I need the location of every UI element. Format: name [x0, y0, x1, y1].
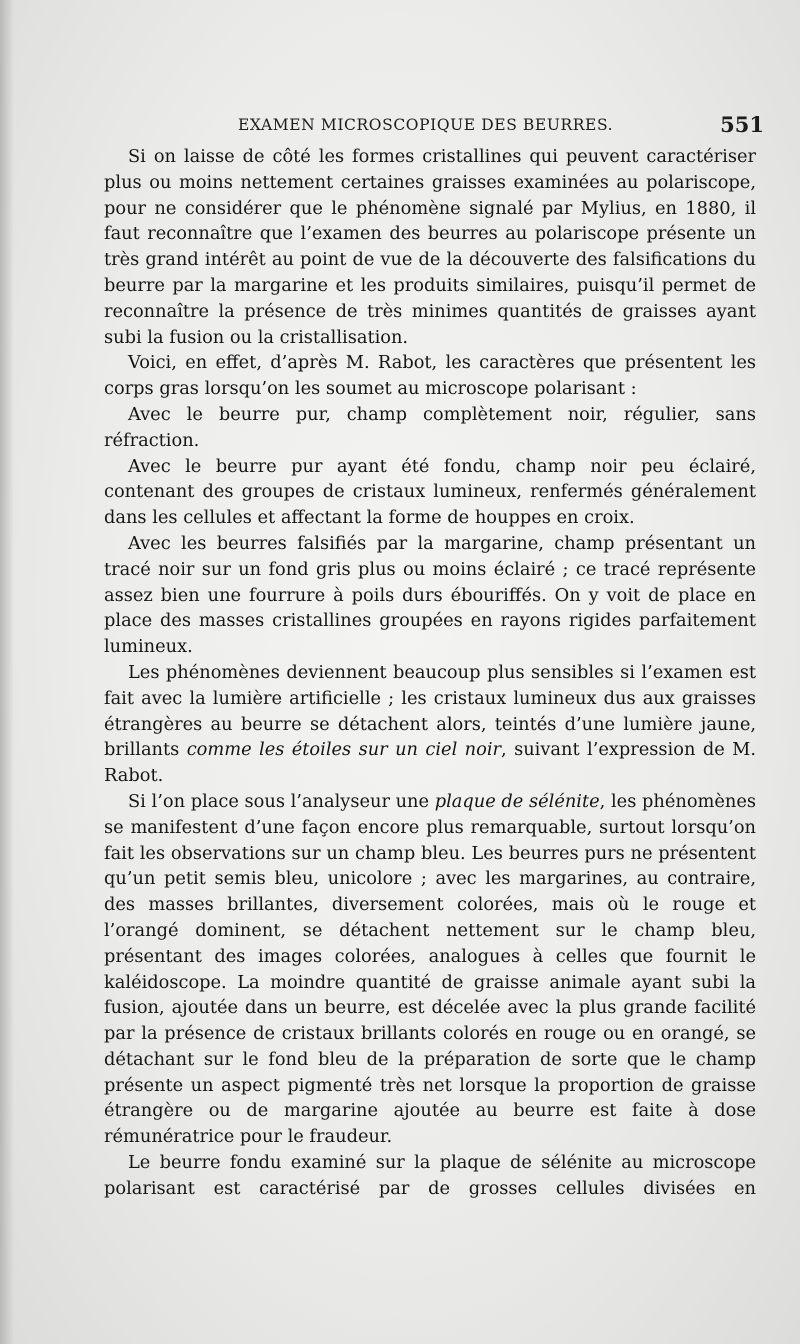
paragraph	[104, 531, 756, 660]
paragraph	[104, 350, 756, 402]
text-segment: Avec le beurre pur, champ complètement noir, régulier, sans réfraction.	[104, 403, 756, 451]
italic-segment: plaque de sélénite	[434, 790, 600, 812]
paragraph	[104, 402, 756, 454]
running-header-title: EXAMEN MICROSCOPIQUE DES BEURRES.	[238, 116, 614, 134]
text-segment: Les phénomènes deviennent beaucoup plus sensibles si l’examen est fait avec la lumière artificielle ; les cristaux lumineux dus aux graisses étrangères au beurre se détachent alors, teintés d’une lumière jaune, brillants	[104, 661, 756, 761]
text-segment: Si l’on place sous l’analyseur une	[128, 790, 435, 812]
text-segment: Si on laisse de côté les formes cristallines qui peuvent caractériser plus ou moins nettement certaines graisses examinées au polariscope, pour ne considérer que le phénomène signalé par Mylius, en 1880, il faut reconnaître que l’examen des beurres au polariscope présente un très grand intérêt au point de vue de la découverte des falsifications du beurre par la margarine et les produits similaires, puisqu’il permet de reconnaître la présence de très minimes quantités de graisses ayant subi la fusion ou la cristallisation.	[104, 146, 756, 348]
paragraph	[104, 660, 756, 789]
running-header	[224, 112, 768, 138]
text-segment: Voici, en effet, d’après M. Rabot, les caractères que présentent les corps gras lorsqu’on les soumet au microscope polarisant :	[104, 352, 756, 400]
paragraph	[104, 1150, 756, 1202]
text-segment: , suivant l’expression de M. Rabot.	[104, 739, 756, 787]
italic-segment: comme les étoiles sur un ciel noir	[186, 739, 502, 761]
paragraph	[104, 144, 756, 350]
paragraph	[104, 789, 756, 1150]
text-segment: Avec le beurre pur ayant été fondu, champ noir peu éclairé, contenant des groupes de cristaux lumineux, renfermés généralement dans les cellules et affectant la forme de houppes en croix.	[104, 455, 756, 529]
text-segment: , les phénomènes se manifestent d’une façon encore plus remarquable, surtout lorsqu’on fait les observations sur un champ bleu. Les beurres purs ne présentent qu’un petit semis bleu, unicolore ; avec les margarines, au contraire, des masses brillantes, diversement colorées, mais où le rouge et l’orangé dominent, se détachent nettement sur le champ bleu, présentant des images colorées, analogues à celles que fournit le kaléidoscope. La moindre quantité de graisse animale ayant subi la fusion, ajoutée dans un beurre, est décelée avec la plus grande facilité par la présence de cristaux brillants colorés en rouge ou en orangé, se détachant sur le fond bleu de la préparation de sorte que le champ présente un aspect pigmenté très net lorsque la proportion de graisse étrangère ou de margarine ajoutée au beurre est faite à dose rémunératrice pour le fraudeur.	[104, 790, 757, 1148]
text-segment: Avec les beurres falsifiés par la margarine, champ présentant un tracé noir sur un fond gris plus ou moins éclairé ; ce tracé représente assez bien une fourrure à poils durs ébouriffés. On y voit de place en place des masses cristallines groupées en rayons rigides parfaitement lumineux.	[104, 532, 756, 658]
page-number: 551	[720, 112, 764, 137]
body-text	[104, 144, 756, 1202]
page-edge-shadow	[0, 0, 14, 1344]
text-segment: Le beurre fondu examiné sur la plaque de sélénite au microscope polarisant est caractérisé par de grosses cellules divisées en	[104, 1152, 756, 1199]
paragraph	[104, 454, 756, 531]
